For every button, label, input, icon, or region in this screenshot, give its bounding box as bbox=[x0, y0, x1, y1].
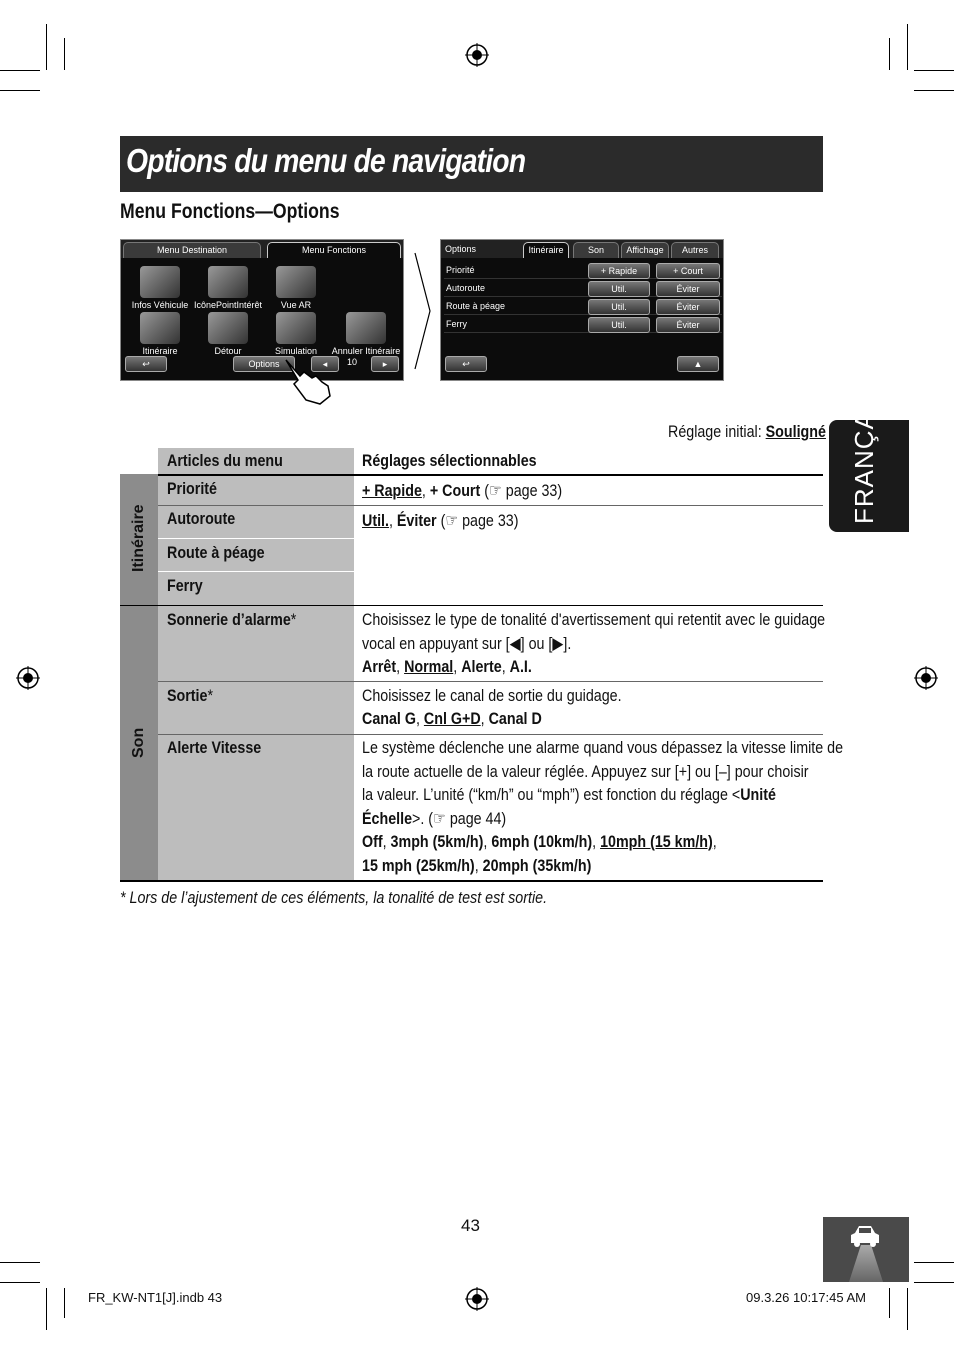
speed-alert-description: la route actuelle de la valeur réglée. Appuyez sur [+] ou [–] pour choisir bbox=[362, 762, 809, 781]
crop-mark bbox=[914, 1262, 954, 1263]
footer-timestamp: 09.3.26 10:17:45 AM bbox=[746, 1290, 866, 1305]
option-label: Ferry bbox=[446, 319, 467, 329]
screen-tab-bar bbox=[441, 240, 723, 258]
registration-mark-icon bbox=[16, 666, 40, 690]
route-button[interactable]: Itinéraire bbox=[125, 312, 195, 356]
option-row bbox=[444, 280, 722, 297]
option-label: Autoroute bbox=[446, 283, 486, 293]
volume-up-button[interactable] bbox=[371, 356, 399, 372]
item-toll-road: Route à péage bbox=[167, 543, 265, 562]
ar-view-button[interactable]: Vue AR bbox=[261, 266, 331, 310]
crop-mark bbox=[46, 24, 47, 70]
simulation-button[interactable]: Simulation bbox=[261, 312, 331, 356]
registration-mark-icon bbox=[465, 43, 489, 67]
crop-mark bbox=[64, 38, 65, 70]
back-arrow-icon: ↩ bbox=[142, 359, 150, 369]
output-description: Choisissez le canal de sortie du guidage. bbox=[362, 686, 622, 705]
option-short-button[interactable]: + Court bbox=[656, 263, 720, 279]
option-row bbox=[444, 316, 722, 333]
detour-icon bbox=[208, 312, 248, 344]
speed-alert-description: la valeur. L’unité (“km/h” ou “mph”) est fonction du réglage <Unité bbox=[362, 785, 776, 804]
divider bbox=[158, 474, 823, 476]
divider bbox=[120, 880, 823, 882]
alarm-tone-settings: Arrêt, Normal, Alerte, A.I. bbox=[362, 657, 532, 676]
option-use-button[interactable]: Util. bbox=[588, 317, 650, 333]
detour-button[interactable]: Détour bbox=[193, 312, 263, 356]
divider bbox=[158, 505, 823, 506]
road-icon bbox=[849, 1245, 883, 1282]
crop-mark bbox=[907, 1288, 908, 1330]
option-use-button[interactable]: Util. bbox=[588, 281, 650, 297]
group-route-label: Itinéraire bbox=[130, 504, 147, 572]
navigation-arrow-icon: ▲ bbox=[693, 359, 703, 369]
column-header-items: Articles du menu bbox=[167, 451, 283, 470]
screen-tab-bar bbox=[121, 240, 403, 258]
option-label: Route à péage bbox=[446, 301, 506, 311]
crop-mark bbox=[0, 1262, 40, 1263]
title-bar bbox=[120, 136, 823, 192]
crop-mark bbox=[46, 1288, 47, 1330]
speed-alert-description: Le système déclenche une alarme quand vous dépassez la vitesse limite de bbox=[362, 738, 844, 757]
option-avoid-button[interactable]: Éviter bbox=[656, 281, 720, 297]
cancel-route-icon bbox=[346, 312, 386, 344]
poi-icon-button[interactable]: IcônePointIntérêt bbox=[193, 266, 263, 310]
tab-sound[interactable]: Son bbox=[573, 242, 619, 258]
option-row bbox=[444, 298, 722, 315]
divider bbox=[158, 538, 354, 539]
priority-settings: + Rapide, + Court (☞ page 33) bbox=[362, 481, 563, 500]
option-fast-button[interactable]: + Rapide bbox=[588, 263, 650, 279]
map-button[interactable] bbox=[677, 356, 719, 372]
crop-mark bbox=[889, 38, 890, 70]
ar-view-icon bbox=[276, 266, 316, 298]
speed-alert-settings: 15 mph (25km/h), 20mph (35km/h) bbox=[362, 856, 592, 875]
item-highway: Autoroute bbox=[167, 509, 236, 528]
screen-functions-menu bbox=[120, 239, 404, 381]
registration-mark-icon bbox=[465, 1287, 489, 1311]
option-avoid-button[interactable]: Éviter bbox=[656, 299, 720, 315]
navigation-badge bbox=[823, 1217, 909, 1282]
volume-level: 10 bbox=[347, 357, 358, 367]
footer-file-info: FR_KW-NT1[J].indb 43 bbox=[88, 1290, 223, 1305]
divider bbox=[120, 605, 823, 606]
option-row bbox=[444, 262, 722, 279]
output-settings: Canal G, Cnl G+D, Canal D bbox=[362, 709, 542, 728]
alarm-tone-description: Choisissez le type de tonalité d'avertissement qui retentit avec le guidage bbox=[362, 610, 826, 629]
crop-mark bbox=[0, 70, 40, 71]
page-number: 43 bbox=[461, 1216, 480, 1235]
option-use-button[interactable]: Util. bbox=[588, 299, 650, 315]
item-output: Sortie* bbox=[167, 686, 214, 705]
vehicle-info-button[interactable]: Infos Véhicule bbox=[125, 266, 195, 310]
crop-mark bbox=[914, 70, 954, 71]
divider bbox=[158, 571, 354, 572]
item-alarm-tone: Sonnerie d’alarme* bbox=[167, 610, 297, 629]
simulation-icon bbox=[276, 312, 316, 344]
tab-other[interactable]: Autres bbox=[671, 242, 719, 258]
options-label: Options bbox=[445, 244, 477, 254]
footnote: * Lors de l’ajustement de ces éléments, la tonalité de test est sortie. bbox=[120, 888, 548, 907]
page-title: Options du menu de navigation bbox=[126, 142, 526, 179]
item-priority: Priorité bbox=[167, 479, 218, 498]
column-header-settings: Réglages sélectionnables bbox=[362, 451, 537, 470]
speed-alert-settings: Off, 3mph (5km/h), 6mph (10km/h), 10mph (15 km/h), bbox=[362, 832, 717, 851]
registration-mark-icon bbox=[914, 666, 938, 690]
option-avoid-button[interactable]: Éviter bbox=[656, 317, 720, 333]
speaker-icon: ◂ bbox=[322, 359, 328, 369]
cancel-route-button[interactable]: Annuler Itinéraire bbox=[329, 312, 403, 356]
crop-mark bbox=[0, 90, 40, 91]
tab-display[interactable]: Affichage bbox=[621, 242, 669, 258]
tab-functions-menu[interactable]: Menu Fonctions bbox=[267, 242, 401, 258]
tab-route[interactable]: Itinéraire bbox=[523, 242, 569, 258]
item-speed-alert: Alerte Vitesse bbox=[167, 738, 262, 757]
crop-mark bbox=[64, 1288, 65, 1318]
divider bbox=[158, 681, 823, 682]
screen-options bbox=[440, 239, 724, 381]
section-heading: Menu Fonctions—Options bbox=[120, 200, 340, 223]
vehicle-info-icon bbox=[140, 266, 180, 298]
crop-mark bbox=[914, 1282, 954, 1283]
crop-mark bbox=[0, 1282, 40, 1283]
initial-setting-note: Réglage initial: Souligné bbox=[668, 422, 826, 441]
highway-settings: Util., Éviter (☞ page 33) bbox=[362, 511, 519, 530]
arrow-right-icon bbox=[414, 252, 432, 370]
tab-destination-menu[interactable]: Menu Destination bbox=[123, 242, 261, 258]
car-icon bbox=[849, 1223, 881, 1249]
back-button[interactable] bbox=[125, 356, 167, 372]
crop-mark bbox=[889, 1288, 890, 1318]
alarm-tone-description: vocal en appuyant sur [◀] ou [▶]. bbox=[362, 634, 572, 653]
back-button[interactable] bbox=[445, 356, 487, 372]
crop-mark bbox=[914, 90, 954, 91]
speaker-icon: ▸ bbox=[382, 359, 388, 369]
poi-icon bbox=[208, 266, 248, 298]
back-arrow-icon: ↩ bbox=[462, 359, 470, 369]
speed-alert-description: Échelle>. (☞ page 44) bbox=[362, 809, 507, 828]
hand-pointer-icon bbox=[282, 356, 334, 406]
item-ferry: Ferry bbox=[167, 576, 203, 595]
divider bbox=[158, 734, 823, 735]
options-button[interactable]: Options bbox=[233, 356, 295, 372]
language-tab: FRANÇAIS bbox=[829, 420, 909, 532]
crop-mark bbox=[907, 24, 908, 70]
option-label: Priorité bbox=[446, 265, 475, 275]
group-sound-label: Son bbox=[130, 727, 147, 758]
route-icon bbox=[140, 312, 180, 344]
